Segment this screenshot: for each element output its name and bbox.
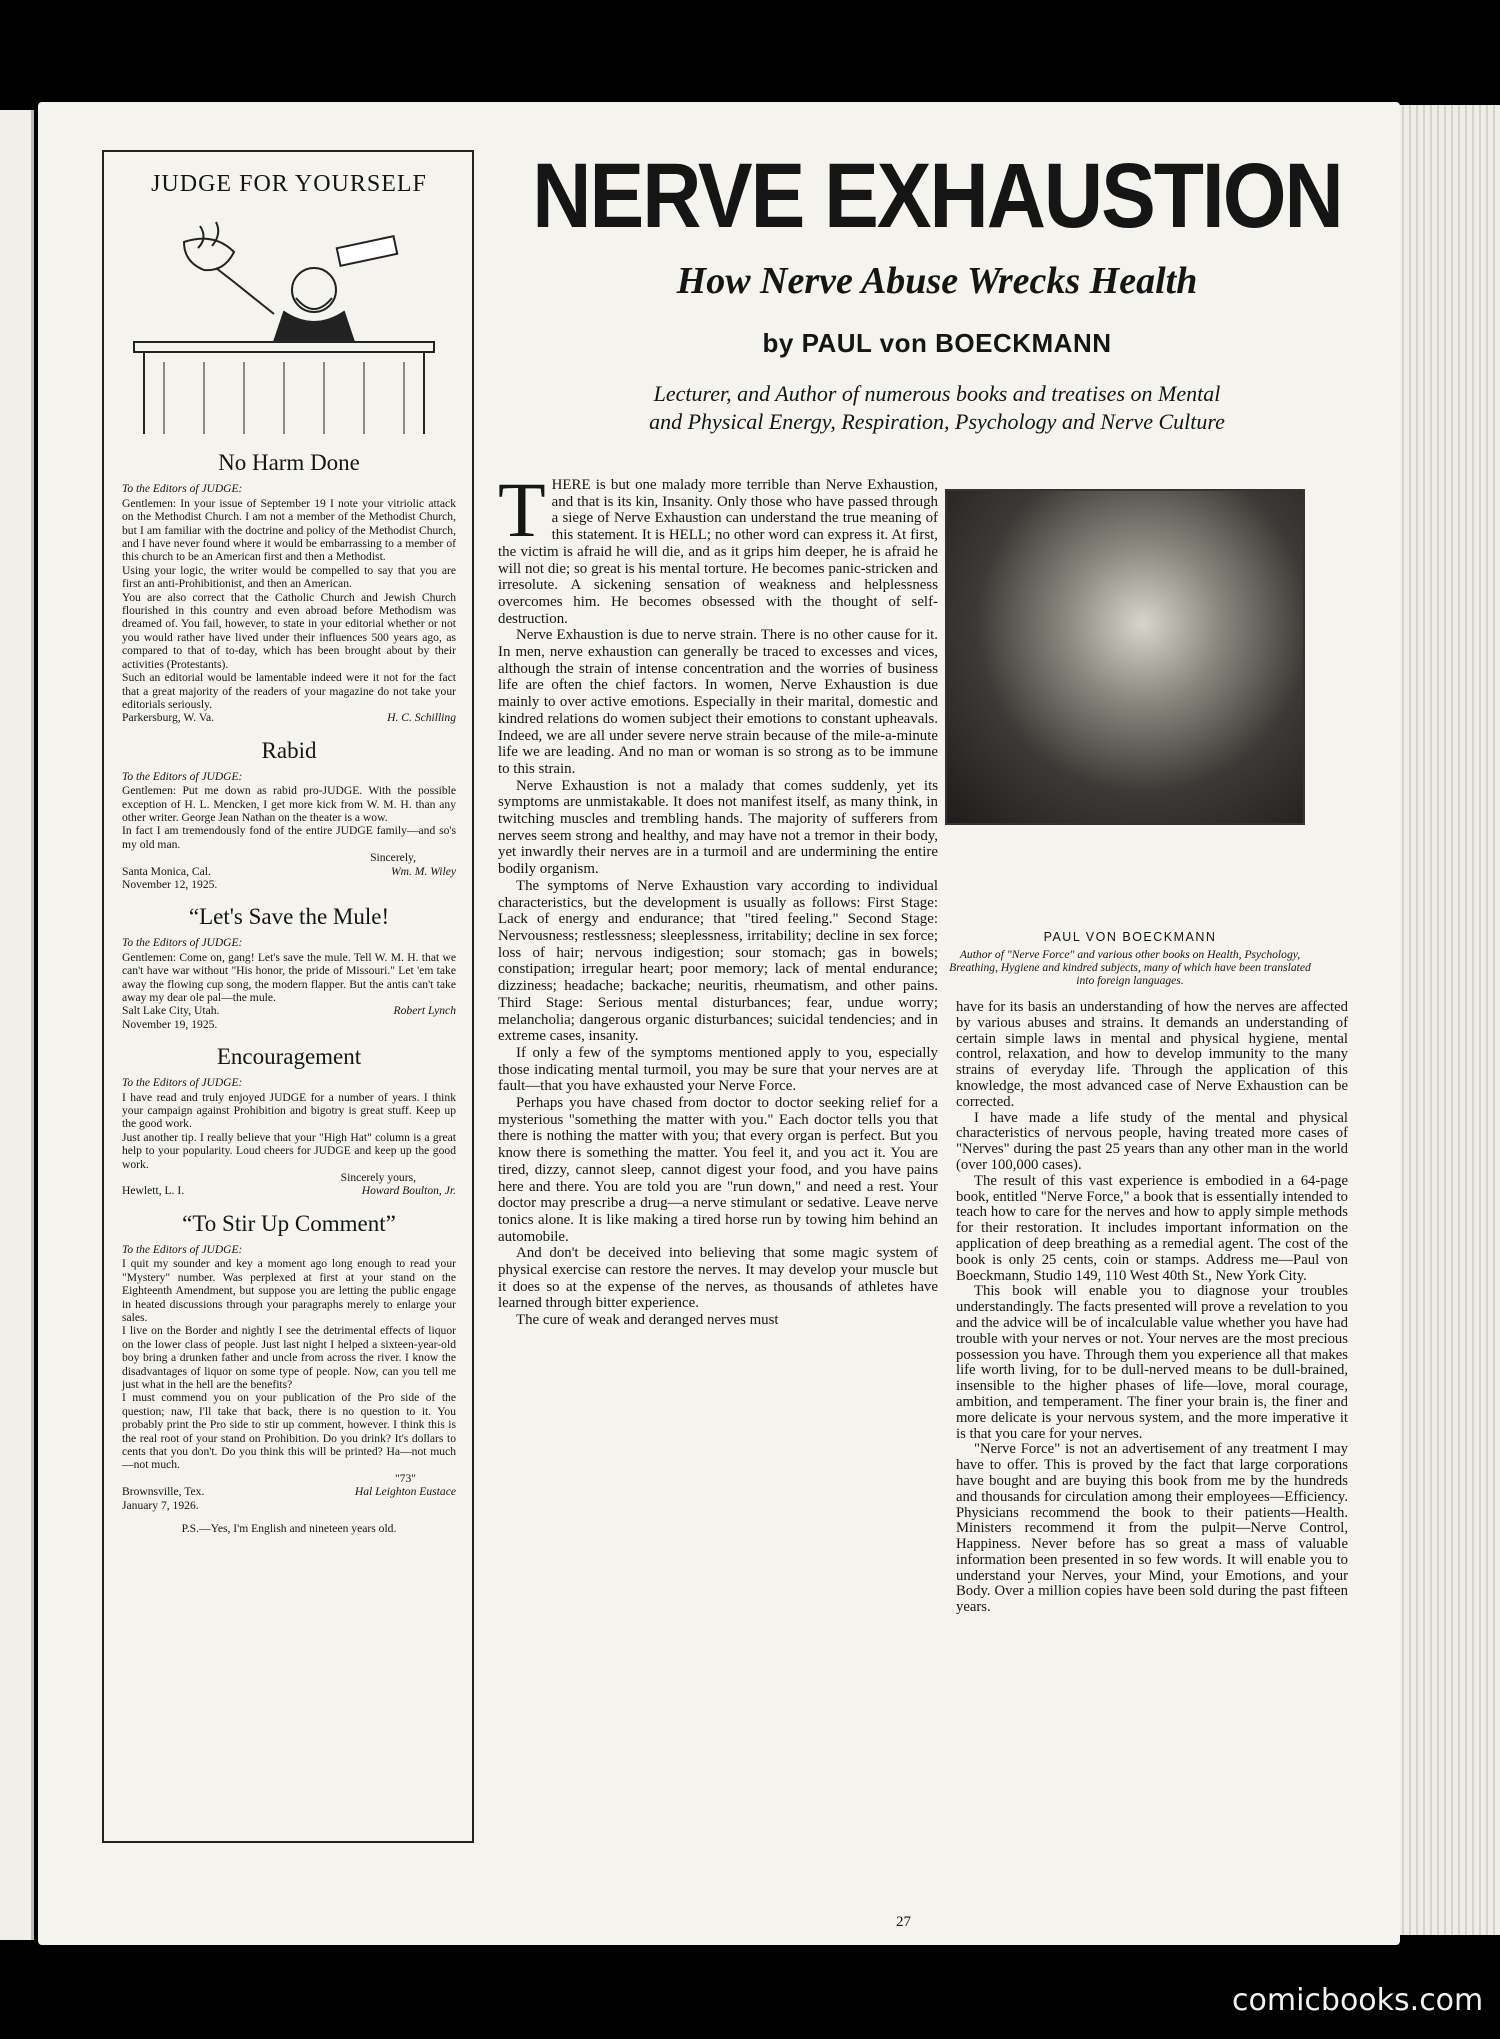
- article-paragraph: Nerve Exhaustion is not a malady that comes suddenly, yet its symptoms are unmistakable. It does not manifest itself, as many think, in twitching muscles and trembling hands. The majority of sufferers from nerves seem strong and healthy, and may have not a tremor in their body, yet inwardly their nerves are in a turmoil and are undermining the entire bodily organism.: [498, 777, 938, 878]
- page-stack-edge: [1390, 105, 1500, 1935]
- letter-title: “Let's Save the Mule!: [188, 904, 390, 930]
- letter-date: November 12, 1925.: [122, 877, 218, 891]
- author-portrait-photo: [945, 489, 1305, 825]
- letter-paragraph: I quit my sounder and key a moment ago long enough to read your "Mystery" number. Was perplexed at first at your stand on the Eighteenth Amendment, but suppose you are letting the public engage in heated discussions through your paragraphs merely to enlarge your sales.: [122, 1257, 456, 1324]
- letter-place: Brownsville, Tex.: [122, 1485, 205, 1499]
- magazine-page: [38, 102, 1400, 1945]
- letter-salutation: To the Editors of JUDGE:: [122, 937, 243, 950]
- postscript: P.S.—Yes, I'm English and nineteen years old.: [181, 1522, 397, 1535]
- article-paragraph: I have made a life study of the mental and physical characteristics of nervous people, having treated more cases of "Nerves" during the past 25 years than any other man in the world (over 100,000 cases).: [956, 1109, 1348, 1173]
- letter-salutation: To the Editors of JUDGE:: [122, 770, 243, 783]
- left-page-edge: [0, 110, 34, 1940]
- letter-no-harm-done: [122, 449, 456, 724]
- letter-date: January 7, 1926.: [122, 1498, 199, 1512]
- letter-title: Rabid: [261, 737, 317, 763]
- letter-to-stir-up-comment: [122, 1210, 456, 1512]
- article-paragraph: "Nerve Force" is not an advertisement of any treatment I may have to offer. This is proved by the fact that large corporations have bought and are buying this book from me by the hundreds and thousands for circulation among their employees—Efficiency. Physicians recommend the book to their patients—Health. Ministers recommend it from the pulpit—Nerve Control, Happiness. Never before has so great a mass of valuable information been presented in so few words. It will enable you to understand your Nerves, your Mind, your Emotions, and your Body. Over a million copies have been sold during the past fifteen years.: [956, 1441, 1348, 1616]
- letter-save-the-mule: [122, 903, 456, 1031]
- photo-caption: [945, 930, 1315, 987]
- photo-caption-text: Author of "Nerve Force" and various other books on Health, Psychology, Breathing, Hygiene and kindred subjects, many of which have been translated into foreign languages.: [949, 948, 1311, 987]
- letter-encouragement: [122, 1043, 456, 1198]
- article-subhead: How Nerve Abuse Wrecks Health: [676, 260, 1198, 302]
- article-column-left: [498, 466, 938, 1329]
- letter-rabid: [122, 737, 456, 892]
- letter-paragraph: Such an editorial would be lamentable indeed were it not for the fact that a great majority of the readers of your magazine do not take your editorials seriously.: [122, 671, 456, 711]
- letter-paragraph: In fact I am tremendously fond of the entire JUDGE family—and so's my old man.: [122, 824, 456, 851]
- article-paragraph: The cure of weak and deranged nerves must: [516, 1312, 779, 1329]
- letter-signature: [122, 1184, 456, 1197]
- letter-title: Encouragement: [216, 1044, 362, 1070]
- article-paragraph: [498, 466, 938, 627]
- letter-salutation: To the Editors of JUDGE:: [122, 1243, 243, 1256]
- article-paragraph: The symptoms of Nerve Exhaustion vary according to individual characteristics, but the development is usually as follows: First Stage: Lack of energy and endurance; that "tired feeling." Second Stage: Nervousness; restlessness; sleeplessness, irritability; decline in sex force; loss of hair; nervous indigestion; sour stomach; gas in bowels; constipation; irregular heart; poor memory; lack of mental endurance; dizziness; headache; backache; neuritis, rheumatism, and other pains. Third Stage: Serious mental disturbances; fear, undue worry; melancholia; dangerous organic disturbances; suicidal tendencies; and in extreme cases, insanity.: [498, 877, 938, 1045]
- letter-author: Robert Lynch: [393, 1004, 456, 1018]
- article-paragraph: If only a few of the symptoms mentioned apply to you, especially those indicating mental turmoil, you may be sure that your nerves are at fault—that you have exhausted your Nerve Force.: [498, 1044, 938, 1095]
- letter-paragraph: Gentlemen: Come on, gang! Let's save the mule. Tell W. M. H. that we can't have war without "His honor, the pride of Missouri." Let 'em take away the flowing cup song, the modern flapper. But the antis can't take away my dear ole pal—the mule.: [122, 950, 456, 1004]
- letter-paragraph: Gentlemen: In your issue of September 19 I note your vitriolic attack on the Methodist Church. I am not a member of the Methodist Church, but I am familiar with the doctrine and policy of the Methodist Church, and I have never found where it would be embarrassing to a member of this church to be an American first and then a Methodist.: [122, 496, 456, 564]
- letter-title: “To Stir Up Comment”: [182, 1210, 396, 1236]
- letter-signature: [122, 865, 456, 878]
- letter-author: Wm. M. Wiley: [390, 864, 456, 878]
- letter-paragraph: Just another tip. I really believe that your "High Hat" column is a great help to your popularity. Loud cheers for JUDGE and keep up the good work.: [122, 1130, 456, 1171]
- letter-paragraph: You are also correct that the Catholic Church and Jewish Church flourished in this country and even abroad before Methodism was dreamed of. You fail, however, to state in your editorial whether or not you would rather have lived under their influences 500 years ago, as compared to that of to-day, which has been brought about by their activities (Protestants).: [122, 590, 456, 671]
- credentials-line: Lecturer, and Author of numerous books and treatises on Mental: [653, 381, 1221, 406]
- article-paragraph: Perhaps you have chased from doctor to doctor seeking relief for a mysterious "something the matter with you." Each doctor tells you that there is nothing the matter with you; that every organ is perfect. But you know there is something the matter. You feel it, and you act it. You are tired, dizzy, cannot sleep, cannot digest your food, and you have pains here and there. You are told you are "run down," and need a rest. Your doctor may prescribe a drug—a nerve stimulant or sedative. Leave nerve tonics alone. It is like making a tired horse run by towing him behind an automobile.: [498, 1095, 938, 1245]
- article-paragraph: And don't be deceived into believing that some magic system of physical exercise can restore the nerves. It may develop your muscle but it does so at the expense of the nerves, as thousands of athletes have learned through bitter experience.: [498, 1245, 938, 1312]
- article-byline: by PAUL von BOECKMANN: [762, 328, 1112, 358]
- article-paragraph: Nerve Exhaustion is due to nerve strain. There is no other cause for it. In men, nerve exhaustion can generally be traced to excesses and vices, although the strain of intense concentration and the worries of business life are often the chief factors. In women, Nerve Exhaustion is due mainly to over active emotions. Especially in their marital, domestic and kindred relations do women subject their emotions to constant upheavals. Indeed, we are all under severe nerve strain because of the mile-a-minute life we are leading. And no man or woman is so strong as to be immune to this strain.: [498, 627, 938, 777]
- letter-place: Santa Monica, Cal.: [122, 864, 211, 878]
- page-number: 27: [896, 1914, 911, 1930]
- drop-cap: T: [498, 466, 546, 553]
- sidebar-title: JUDGE FOR YOURSELF: [151, 171, 427, 197]
- letter-signature: [122, 711, 456, 724]
- letter-author: Hal Leighton Eustace: [354, 1485, 456, 1499]
- letter-salutation: To the Editors of JUDGE:: [122, 1077, 243, 1090]
- letter-closing: "73": [394, 1471, 416, 1485]
- judge-cartoon-illustration: [122, 202, 456, 434]
- article-paragraph: This book will enable you to diagnose your troubles understandingly. The facts presented will prove a revelation to you and the advice will be of incalculable value whether you have had trouble with your nerves or not. Your nerves are the most precious possession you have. Through them you experience all that makes life worth living, for to be dull-nerved means to be dull-brained, insensible to the higher phases of life—love, moral courage, ambition, and temperament. The finer your brain is, the finer and more delicate is your nervous system, and the more imperative it is that you care for your nerves.: [956, 1283, 1348, 1442]
- letter-date: November 19, 1925.: [122, 1017, 218, 1031]
- letter-paragraph: I have read and truly enjoyed JUDGE for a number of years. I think your campaign against Prohibition and bigotry is great stuff. Keep up the good work.: [122, 1090, 456, 1131]
- letter-signature: [122, 1485, 456, 1498]
- letter-salutation: To the Editors of JUDGE:: [122, 483, 243, 496]
- letter-closing: Sincerely,: [370, 851, 416, 865]
- letter-place: Parkersburg, W. Va.: [122, 711, 214, 725]
- article-paragraph: have for its basis an understanding of how the nerves are affected by various abuses and strains. It demands an understanding of certain simple laws in mental and physical hygiene, mental control, relaxation, and how to develop immunity to the many strains of everyday life. Through the application of this knowledge, the most advanced case of Nerve Exhaustion can be corrected.: [956, 999, 1348, 1110]
- letter-title: No Harm Done: [218, 450, 360, 476]
- letter-author: Howard Boulton, Jr.: [361, 1184, 456, 1198]
- article-paragraph-text: HERE is but one malady more terrible than Nerve Exhaustion, and that is its kin, Insanity. Only those who have passed through a siege of Nerve Exhaustion can understand the true meaning of this statement. It is HELL; no other word can express it. At first, the victim is afraid he will die, and as it grips him deeper, he is afraid he will not die; so great is his mental torture. He becomes panic-stricken and irresolute. A sickening sensation of weakness and helplessness overcomes him. He becomes obsessed with the thought of self-destruction.: [498, 477, 938, 627]
- letter-paragraph: I must commend you on your publication of the Pro side of the question; naw, I'll take that back, there is no question to it. You probably print the Pro side to stir up comment, however. I think this is the real root of your stand on Prohibition. Do you drink? It's dollars to cents that you don't. Do you think this will be printed? Ha—not much—not much.: [122, 1391, 456, 1472]
- credentials-line: and Physical Energy, Respiration, Psychology and Nerve Culture: [649, 409, 1225, 434]
- letter-paragraph: Gentlemen: Put me down as rabid pro-JUDGE. With the possible exception of H. L. Mencken, I get more kick from W. M. H. than any other writer. George Jean Nathan on the theater is a wow.: [122, 784, 456, 824]
- source-watermark: comicbooks.com: [1232, 1983, 1484, 2018]
- letter-place: Salt Lake City, Utah.: [122, 1004, 220, 1018]
- letter-place: Hewlett, L. I.: [122, 1184, 185, 1198]
- article-column-right: [956, 1000, 1348, 1616]
- article-headline: NERVE EXHAUSTION: [532, 145, 1342, 248]
- letter-author: H. C. Schilling: [387, 711, 456, 725]
- letters-sidebar: [102, 150, 474, 1843]
- letter-closing: Sincerely yours,: [340, 1171, 416, 1185]
- article-paragraph: The result of this vast experience is embodied in a 64-page book, entitled "Nerve Force," a book that is essentially intended to teach how to care for the nerves and how to apply simple methods for their restoration. It includes important information on the application of deep breathing as a remedial agent. The cost of the book is only 25 cents, coin or stamps. Address me—Paul von Boeckmann, Studio 149, 110 West 40th St., New York City.: [956, 1172, 1348, 1284]
- letter-paragraph: Using your logic, the writer would be compelled to say that you are first an anti-Prohibitionist, and then an American.: [122, 563, 456, 591]
- author-credentials: [506, 380, 1368, 436]
- letter-paragraph: I live on the Border and nightly I see the detrimental effects of liquor on the lower class of people. Just last night I helped a sixteen-year-old boy bring a drunken father and uncle from across the river. I know the disadvantages of liquor on some type of people. Now, can you tell me just what in the hell are the benefits?: [122, 1324, 456, 1391]
- letter-signature: [122, 1004, 456, 1017]
- photo-caption-name: PAUL VON BOECKMANN: [1043, 930, 1217, 944]
